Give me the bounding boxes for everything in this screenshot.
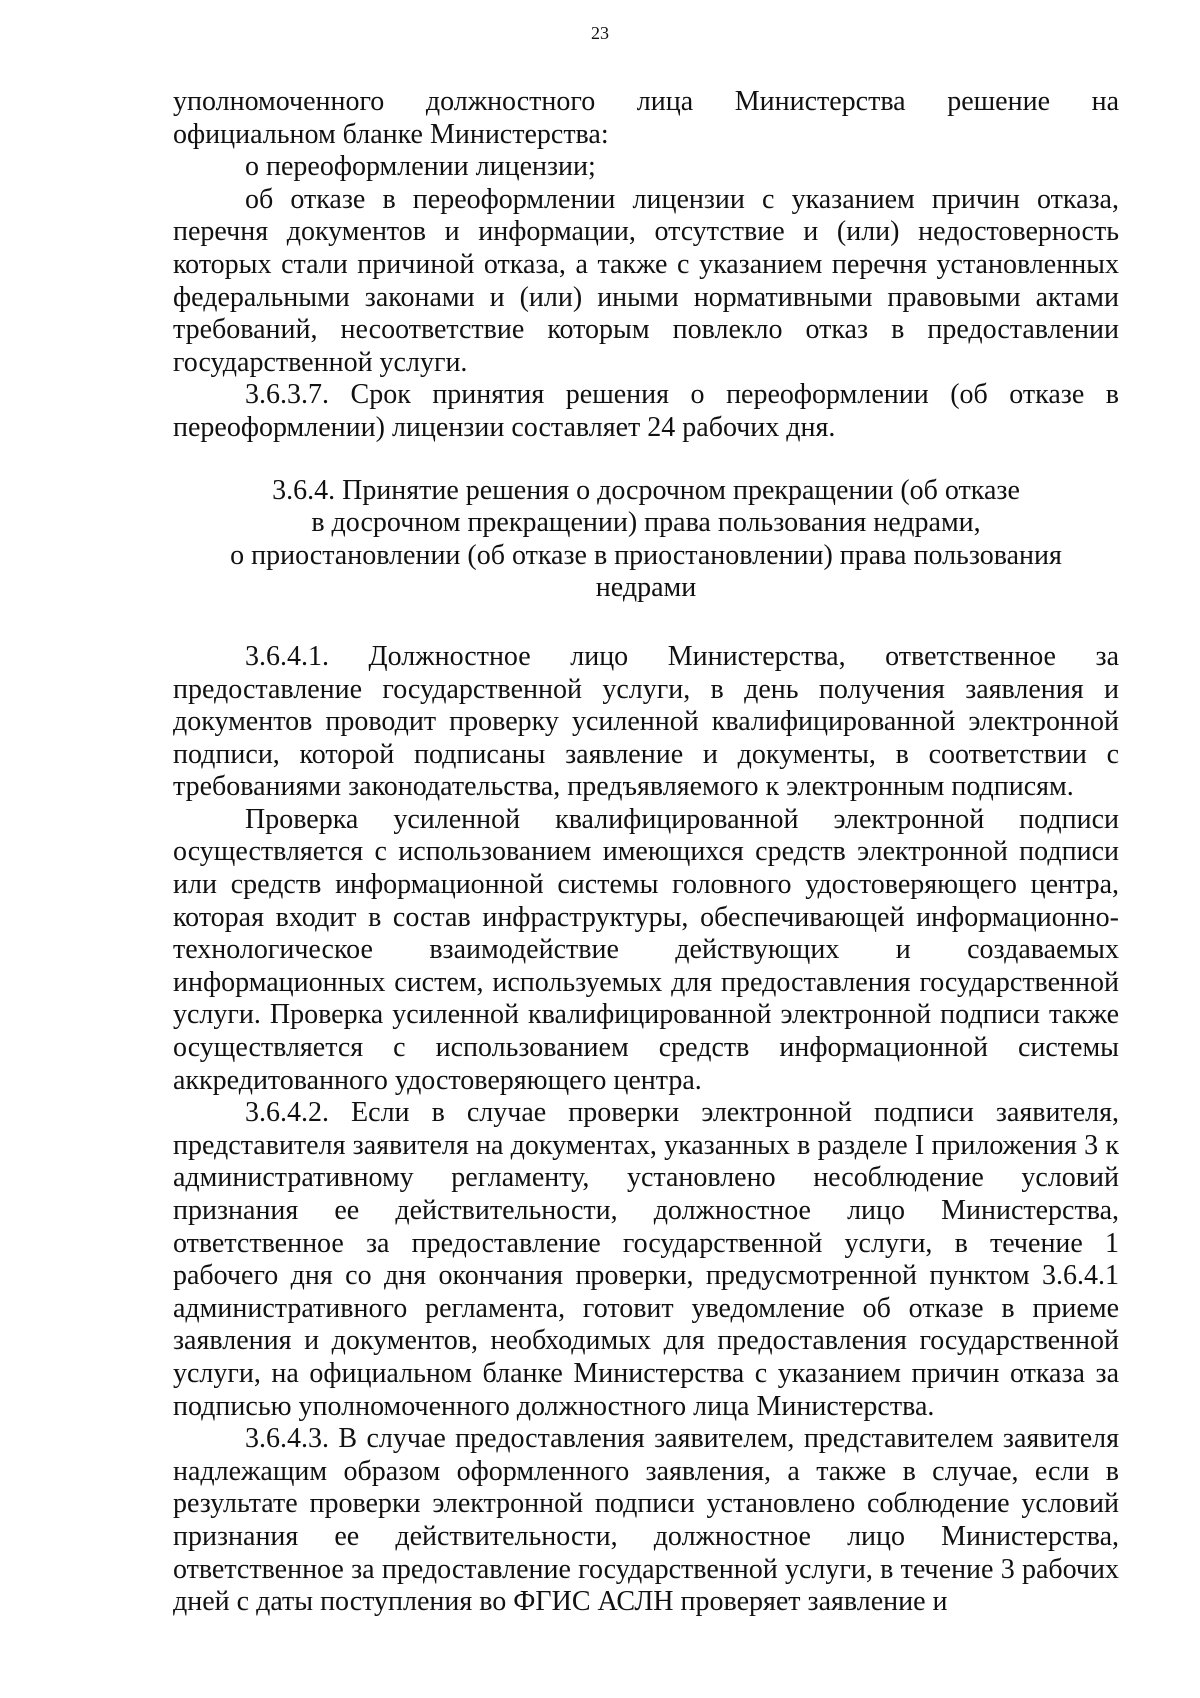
section-heading-line: недрами <box>595 572 697 604</box>
document-body <box>173 86 1119 1619</box>
clause-3-6-4-2: 3.6.4.2. Если в случае проверки электронной подписи заявителя, представителя заявителя на документах, указанных в разделе I приложения 3 к административному регламенту, установлено несоблюдение условий признания ее действительности, должностное лицо Министерства, ответственное за предоставление государственной услуги, в течение 1 рабочего дня со дня окончания проверки, предусмотренной пунктом 3.6.4.1 административного регламента, готовит уведомление об отказе в приеме заявления и документов, необходимых для предоставления государственной услуги, на официальном бланке Министерства с указанием причин отказа за подписью уполномоченного должностного лица Министерства. <box>173 1097 1119 1422</box>
clause-3-6-4-3: 3.6.4.3. В случае предоставления заявителем, представителем заявителя надлежащим образом оформленного заявления, а также в случае, если в результате проверки электронной подписи установлено соблюдение условий признания ее действительности, должностное лицо Министерства, ответственное за предоставление государственной услуги, в течение 3 рабочих дней с даты поступления во ФГИС АСЛН проверяет заявление и <box>173 1423 1119 1618</box>
section-heading-line: 3.6.4. Принятие решения о досрочном прекращении (об отказе <box>272 474 1020 506</box>
section-heading-line: в досрочном прекращении) права пользования недрами, <box>311 507 981 539</box>
clause-3-6-3-7: 3.6.3.7. Срок принятия решения о переоформлении (об отказе в переоформлении) лицензии составляет 24 рабочих дня. <box>173 379 1119 443</box>
section-heading-3-6-4 <box>173 475 1119 605</box>
list-item-reissue: о переоформлении лицензии; <box>245 151 596 183</box>
paragraph-continuation-line: уполномоченного должностного лица Министерства решение на <box>173 86 1119 117</box>
list-item-refusal: об отказе в переоформлении лицензии с указанием причин отказа, перечня документов и информации, отсутствие и (или) недостоверность которых стали причиной отказа, а также с указанием перечня установленных федеральными законами и (или) иными нормативными правовыми актами требований, несоответствие которым повлекло отказ в предоставлении государственной услуги. <box>173 183 1119 378</box>
page-number: 23 <box>591 23 609 43</box>
section-heading-line: о приостановлении (об отказе в приостановлении) права пользования <box>230 539 1062 571</box>
paragraph-signature-check: Проверка усиленной квалифицированной электронной подписи осуществляется с использованием имеющихся средств электронной подписи или средств информационной системы головного удостоверяющего центра, которая входит в состав инфраструктуры, обеспечивающей информационно-технологическое взаимодействие действующих и создаваемых информационных систем, используемых для предоставления государственной услуги. Проверка усиленной квалифицированной электронной подписи также осуществляется с использованием средств информационной системы аккредитованного удостоверяющего центра. <box>173 803 1119 1096</box>
paragraph-continuation-rest: официальном бланке Министерства: <box>173 118 609 150</box>
clause-3-6-4-1: 3.6.4.1. Должностное лицо Министерства, ответственное за предоставление государственной услуги, в день получения заявления и документов проводит проверку усиленной квалифицированной электронной подписи, которой подписаны заявление и документы, в соответствии с требованиями законодательства, предъявляемого к электронным подписям. <box>173 640 1119 803</box>
